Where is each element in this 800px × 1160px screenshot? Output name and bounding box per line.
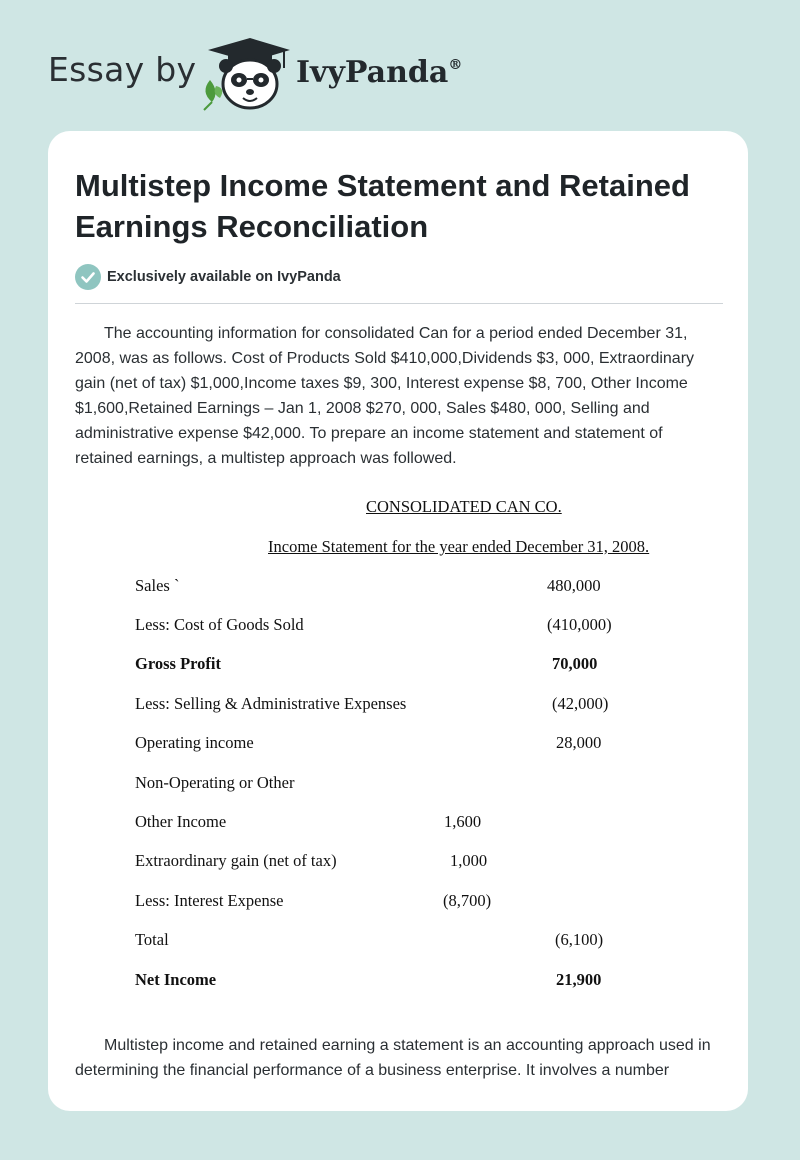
statement-row xyxy=(48,733,748,755)
row-amount: 480,000 xyxy=(547,576,601,595)
site-header xyxy=(0,0,800,130)
row-label: Extraordinary gain (net of tax) xyxy=(135,851,337,870)
row-subamount: 1,000 xyxy=(450,851,488,870)
statement-row xyxy=(48,773,748,795)
registered-mark: ® xyxy=(448,57,463,73)
statement-row xyxy=(48,891,748,913)
row-amount: (410,000) xyxy=(547,615,612,634)
closing-paragraph: Multistep income and retained earning a statement is an accounting approach used in determining the financial performance of a business enterprise. It involves a number xyxy=(75,1037,711,1079)
row-amount: 70,000 xyxy=(552,654,598,673)
title-divider xyxy=(75,303,723,304)
article-card xyxy=(48,131,748,1111)
brand-text: IvyPanda xyxy=(296,55,449,90)
exclusive-badge xyxy=(75,264,341,290)
statement-row xyxy=(48,812,748,834)
statement-company-name: CONSOLIDATED CAN CO. xyxy=(366,497,562,516)
row-label: Less: Cost of Goods Sold xyxy=(135,615,304,634)
row-label: Less: Selling & Administrative Expenses xyxy=(135,694,407,713)
statement-row xyxy=(48,576,748,598)
checkmark-icon xyxy=(75,264,101,290)
essay-by-label: Essay by xyxy=(48,50,197,89)
statement-row xyxy=(48,970,748,992)
statement-row xyxy=(48,694,748,716)
statement-row xyxy=(48,615,748,637)
article-title: Multistep Income Statement and Retained Earnings Reconciliation xyxy=(75,168,690,244)
row-amount: 21,900 xyxy=(556,970,602,989)
row-amount: (6,100) xyxy=(555,930,604,949)
statement-row xyxy=(48,654,748,676)
row-subamount: 1,600 xyxy=(444,812,482,831)
exclusive-badge-text: Exclusively available on IvyPanda xyxy=(107,269,341,285)
row-amount: (42,000) xyxy=(552,694,609,713)
intro-paragraph: The accounting information for consolidated Can for a period ended December 31, 2008, was as follows. Cost of Products Sold $410,000,Dividends $3, 000, Extraordinary gain (net of tax) $1,000,Income taxes $9, 300, Interest expense $8, 700, Other Income $1,600,Retained Earnings – Jan 1, 2008 $270, 000, Sales $480, 000, Selling and administrative expense $42,000. To prepare an income statement and statement of retained earnings, a multistep approach was followed. xyxy=(75,325,695,467)
row-label: Operating income xyxy=(135,733,254,752)
row-label: Net Income xyxy=(135,970,217,989)
row-label: Sales ` xyxy=(135,576,180,595)
row-subamount: (8,700) xyxy=(443,891,492,910)
row-label: Non-Operating or Other xyxy=(135,773,295,792)
statement-row xyxy=(48,851,748,873)
brand-name[interactable] xyxy=(296,55,462,90)
row-label: Gross Profit xyxy=(135,654,222,673)
row-label: Other Income xyxy=(135,812,227,831)
row-label: Less: Interest Expense xyxy=(135,891,284,910)
statement-title: Income Statement for the year ended December 31, 2008. xyxy=(268,537,650,556)
row-label: Total xyxy=(135,930,169,949)
statement-row xyxy=(48,930,748,952)
panda-graduate-logo-icon[interactable] xyxy=(198,36,294,112)
row-amount: 28,000 xyxy=(556,733,602,752)
